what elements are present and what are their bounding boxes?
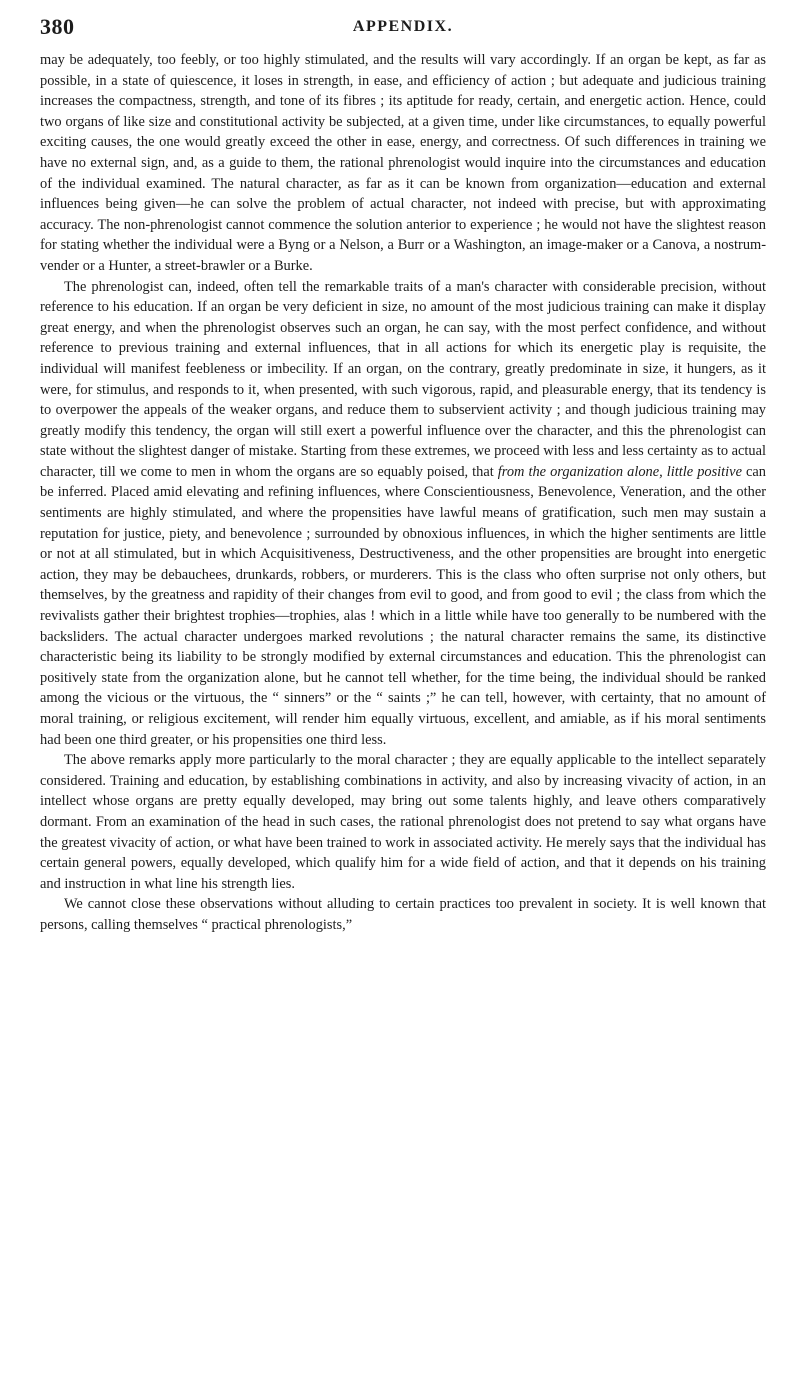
body-text <box>40 50 766 936</box>
paragraph <box>40 50 766 277</box>
running-head <box>40 14 766 50</box>
paragraph-text: may be adequately, too feebly, or too highly stimulated, and the results will vary accordingly. If an organ be kept, as far as possible, in a state of quiescence, it loses in strength, in ease, and efficiency of action ; but adequate and judicious training increases the compactness, strength, and tone of its fibres ; its aptitude for ready, certain, and energetic action. Hence, could two organs of like size and constitutional activity be subjected, at a given time, under like circumstances, to equally powerful exciting causes, the one would greatly exceed the other in ease, energy, and correctness. Of such differences in training we have no external sign, and, as a guide to them, the rational phrenologist would inquire into the circumstances and education of the individual examined. The natural character, as far as it can be known from organization—education and external influences being given—he can solve the problem of actual character, not indeed with precise, but with approximating accuracy. The non-phrenologist cannot commence the solution anterior to experience ; he would not have the slightest reason for stating whether the individual were a Byng or a Nelson, a Burr or a Washington, an image-maker or a Canova, a nostrum-vender or a Hunter, a street-brawler or a Burke. <box>40 52 766 274</box>
paragraph-text: The phrenologist can, indeed, often tell the remarkable traits of a man's character with considerable precision, without reference to his education. If an organ be very deficient in size, no amount of the most judicious training can make it display great energy, and when the phrenologist observes such an organ, he can say, with the most perfect confidence, and without reference to previous training and external influences, that in all actions for which its energetic play is requisite, the individual will manifest feebleness or imbecility. If an organ, on the contrary, greatly predominate in size, it hungers, as it were, for stimulus, and responds to it, when presented, with such vigorous, rapid, and pleasurable energy, that its tendency is to overpower the appeals of the weaker organs, and reduce them to subservient activity ; and though judicious training may greatly modify this tendency, the organ will still exert a powerful influence over the character, and this the phrenologist can state without the slightest danger of mistake. Starting from these extremes, we proceed with less and less certainty as to actual character, till we come to men in whom the organs are so equably poised, that <box>40 278 766 480</box>
paragraph <box>40 894 766 935</box>
paragraph-text: can be inferred. Placed amid elevating and refining influences, where Conscientiousness, Benevolence, Veneration, and the other sentiments are highly stimulated, and where the propensities have lawful means of gratification, such men may sustain a reputation for justice, piety, and benevolence ; surrounded by obnoxious influences, in which the higher sentiments are little or not at all stimulated, but in which Acquisitiveness, Destructiveness, and the other propensities are brought into energetic action, they may be debauchees, drunkards, robbers, or murderers. This is the class who often surprise not only others, but themselves, by the greatness and rapidity of their changes from evil to good, and from good to evil ; the class from which the revivalists gather their brightest trophies—trophies, alas ! which in a little while have too generally to be numbered with the backsliders. The actual character undergoes marked revolutions ; the natural character remains the same, its distinctive characteristic being its liability to be strongly modified by external circumstances and education. This the phrenologist can positively state from the organization alone, but he cannot tell whether, for the time being, the individual should be ranked among the vicious or the virtuous, the “ sinners” or the “ saints ;” he can tell, however, with certainty, that no amount of moral training, or religious excitement, will render him equally virtuous, excellent, and amiable, as if his moral sentiments had been one third greater, or his propensities one third less. <box>40 463 766 748</box>
paragraph-text: We cannot close these observations without alluding to certain practices too prevalent in society. It is well known that persons, calling themselves “ practical phrenologists,” <box>40 896 766 933</box>
paragraph <box>40 750 766 894</box>
italic-phrase: from the organization alone, little positive <box>497 463 742 480</box>
page-title: APPENDIX. <box>352 18 454 35</box>
page-number: 380 <box>40 14 75 39</box>
paragraph <box>40 277 766 751</box>
paragraph-text: The above remarks apply more particularly to the moral character ; they are equally applicable to the intellect separately considered. Training and education, by establishing combinations in activity, and also by increasing vivacity of action, in an intellect whose organs are pretty equally developed, may bring out some talents highly, and leave others comparatively dormant. From an examination of the head in such cases, the rational phrenologist does not pretend to say what organs have the greatest vivacity of action, or what have been trained to work in associated activity. He merely says that the individual has certain general powers, equally developed, which qualify him for a wide field of action, and that it depends on his training and instruction in what line his strength lies. <box>40 752 766 892</box>
